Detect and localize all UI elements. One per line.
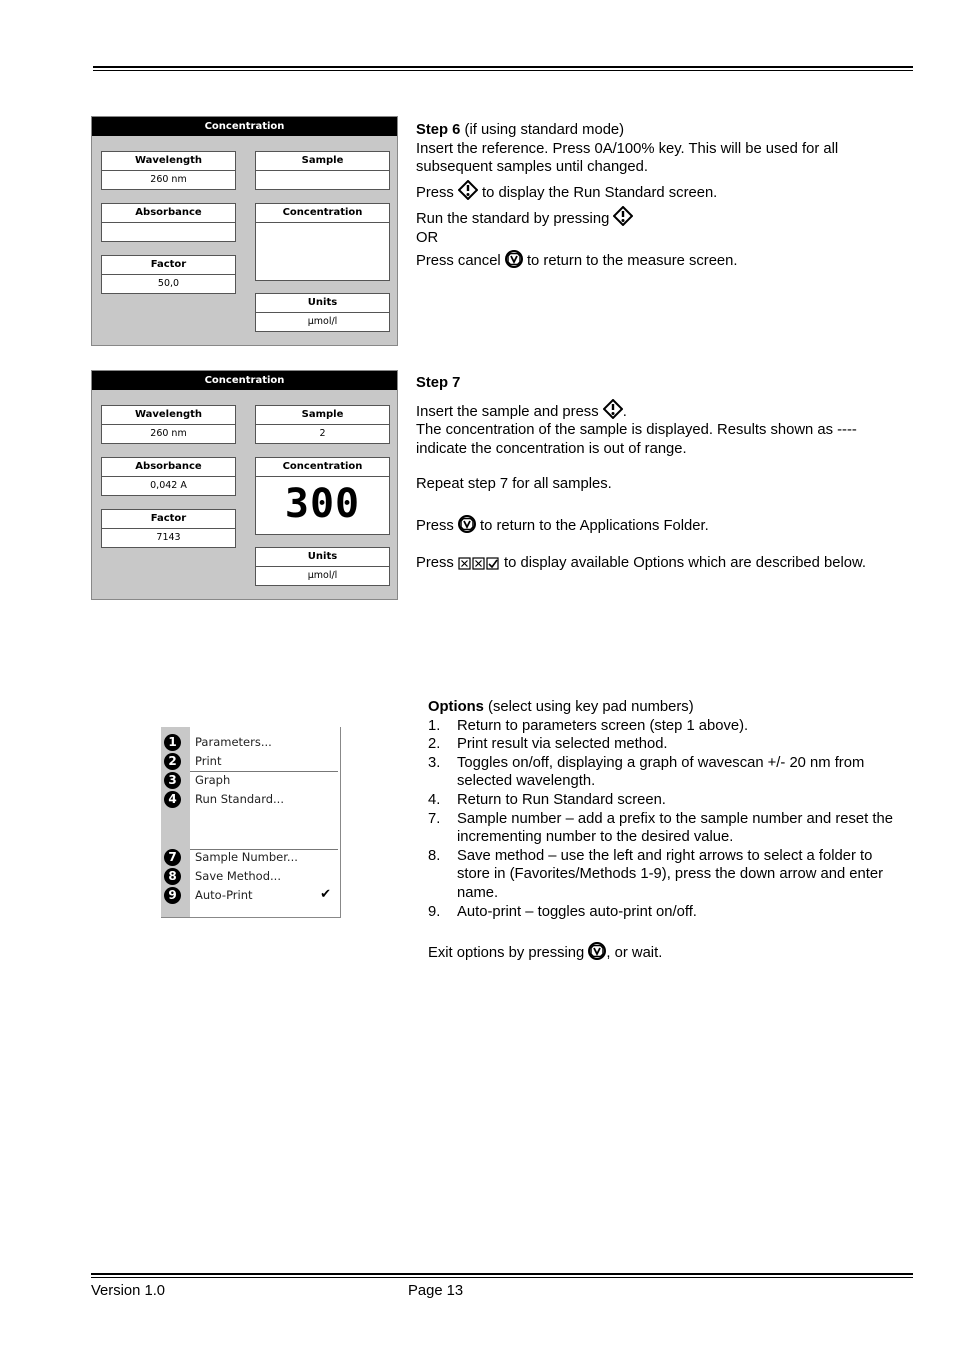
factor-field: Factor 7143: [101, 509, 236, 548]
step7-heading: Step 7: [416, 375, 461, 391]
footer-rule: [91, 1273, 913, 1275]
footer-version: Version 1.0: [91, 1283, 166, 1299]
list-item: 4. Return to Run Standard screen.: [428, 791, 666, 808]
list-item: 1. Return to parameters screen (step 1 above).: [428, 717, 749, 734]
menu-item-auto-print[interactable]: 9 Auto-Print ✔: [161, 886, 340, 905]
list-item: 7. Sample number – add a prefix to the sample number and reset the incrementing number to the desired value.: [428, 810, 893, 846]
run-diamond-icon: [613, 206, 633, 226]
header-rule: [93, 66, 913, 68]
wavelength-field: Wavelength 260 nm: [101, 151, 236, 190]
options-heading: Options: [428, 699, 484, 715]
cancel-stop-icon: [458, 515, 476, 533]
run-diamond-icon: [458, 180, 478, 200]
options-menu: [161, 727, 341, 918]
units-field: Units µmol/l: [255, 293, 390, 332]
menu-item-save-method[interactable]: 8 Save Method...: [161, 867, 340, 886]
footer-page-number: Page 13: [408, 1283, 464, 1299]
menu-item-run-standard[interactable]: 4 Run Standard...: [161, 790, 340, 809]
factor-field: Factor 50,0: [101, 255, 236, 294]
step6-text: Step 6 (if using standard mode) Insert the reference. Press 0A/100% key. This will be used for all subsequent samples until changed. Press to display the Run Standard screen. Run the standard by pressing OR Press cancel to return to the measure screen.: [416, 121, 896, 270]
list-item: 2. Print result via selected method.: [428, 736, 668, 753]
cancel-stop-icon: [505, 250, 523, 268]
step6-heading: Step 6: [416, 122, 461, 138]
step7-text: Step 7 Insert the sample and press . The concentration of the sample is displayed. Results shown as ---- indicate the concentration is out of range. Repeat step 7 for all samples. Press to return to the Applications Folder. Press to display available Options which are described below.: [416, 374, 896, 572]
step7-line2: The concentration of the sample is displayed. Results shown as ---- indicate the concentration is out of range.: [416, 422, 857, 457]
concentration-field: Concentration 300: [255, 457, 390, 535]
list-item: 3. Toggles on/off, displaying a graph of wavescan +/- 20 nm from selected wavelength.: [428, 754, 865, 790]
concentration-screen-step6: [91, 116, 398, 346]
options-text: Options (select using key pad numbers) 1. Return to parameters screen (step 1 above). 2. Print result via selected method. 3. Toggles on/off, displaying a graph of wavescan +/- 20 nm from selected wavelength. 4. Return to Run Standard screen. 7. Sample number – add a prefix to the sample number and reset the incrementing number to the desired value. 8. Save method – use the left and right arrows to select a folder to store in (Favorites/Methods 1-9), press the down arrow and enter name. 9. Auto-print – toggles auto-print on/off. Exit options by pressing , or wait.: [428, 698, 898, 963]
cancel-stop-icon: [588, 942, 606, 960]
wavelength-field: Wavelength 260 nm: [101, 405, 236, 444]
options-list: [428, 717, 898, 922]
run-diamond-icon: [603, 399, 623, 419]
menu-item-parameters[interactable]: 1 Parameters...: [161, 733, 340, 752]
absorbance-field: Absorbance 0,042 A: [101, 457, 236, 496]
absorbance-field: Absorbance: [101, 203, 236, 242]
concentration-field: Concentration: [255, 203, 390, 281]
concentration-screen-step7: [91, 370, 398, 600]
menu-item-print[interactable]: 2 Print: [161, 752, 340, 771]
sample-field: Sample: [255, 151, 390, 190]
checkmark-icon: ✔: [320, 887, 331, 902]
menu-item-sample-number[interactable]: 7 Sample Number...: [161, 848, 340, 867]
screen-title: Concentration: [92, 371, 397, 390]
screen-title: Concentration: [92, 117, 397, 136]
list-item: 8. Save method – use the left and right arrows to select a folder to store in (Favorites/Methods 1-9), press the down arrow and enter name.: [428, 847, 884, 901]
concentration-readout: 300: [284, 481, 361, 527]
units-field: Units µmol/l: [255, 547, 390, 586]
menu-item-graph[interactable]: 3 Graph: [161, 771, 340, 790]
options-keys-icon: [458, 557, 500, 570]
sample-field: Sample 2: [255, 405, 390, 444]
step6-line1: Insert the reference. Press 0A/100% key. This will be used for all subsequent samples until changed.: [416, 140, 839, 176]
list-item: 9. Auto-print – toggles auto-print on/off.: [428, 903, 697, 920]
